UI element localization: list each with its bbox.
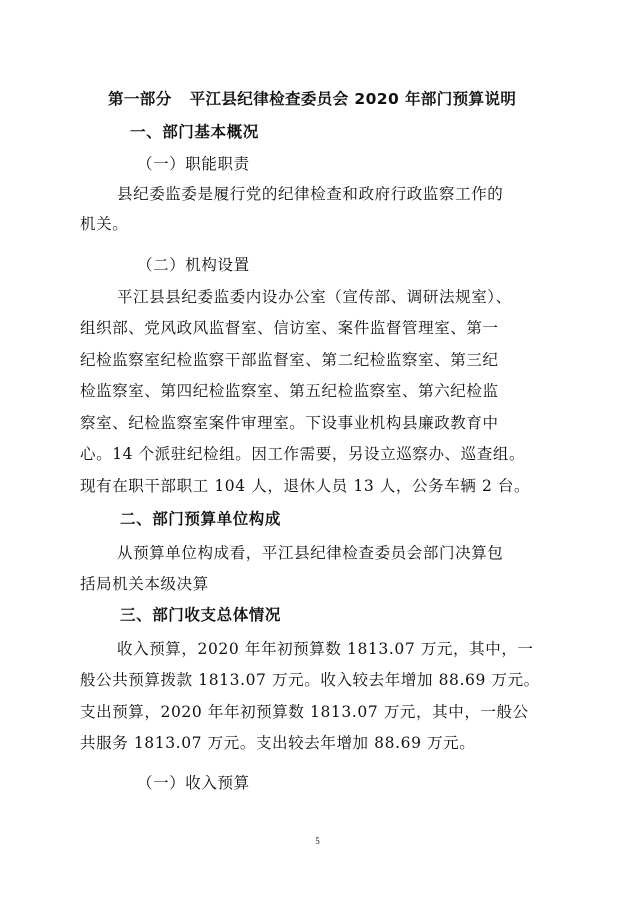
subsection-heading-revenue-budget: （一）收入预算	[137, 774, 250, 792]
section-heading-basic-overview: 一、部门基本概况	[130, 123, 259, 141]
paragraph-line: 心。14 个派驻纪检组。因工作需要，另设立巡察办、巡查组。	[80, 445, 526, 463]
section-heading-overall-revenue-expenditure: 三、部门收支总体情况	[120, 606, 282, 624]
paragraph-line: 般公共预算拨款 1813.07 万元。收入较去年增加 88.69 万元。	[80, 671, 540, 689]
paragraph-line: 组织部、党风政风监督室、信访室、案件监督管理室、第一	[80, 319, 499, 337]
paragraph-line: 平江县县纪委监委内设办公室（宣传部、调研法规室）、	[117, 288, 512, 306]
paragraph-line: 从预算单位构成看，平江县纪律检查委员会部门决算包	[117, 544, 504, 562]
paragraph-line: 县纪委监委是履行党的纪律检查和政府行政监察工作的	[117, 185, 504, 203]
page-number: 5	[315, 836, 320, 846]
title-main: 平江县纪律检查委员会 2020 年部门预算说明	[189, 90, 517, 108]
paragraph-line: 收入预算，2020 年年初预算数 1813.07 万元，其中，一	[117, 640, 534, 658]
subsection-heading-organization: （二）机构设置	[137, 256, 250, 274]
paragraph-line: 括局机关本级决算	[80, 575, 209, 593]
title-part: 第一部分	[108, 90, 172, 108]
paragraph-line: 现有在职干部职工 104 人，退休人员 13 人，公务车辆 2 台。	[80, 477, 531, 495]
paragraph-line: 纪检监察室纪检监察干部监督室、第二纪检监察室、第三纪	[80, 351, 499, 369]
subsection-heading-functions: （一）职能职责	[137, 155, 250, 173]
paragraph-line: 共服务 1813.07 万元。支出较去年增加 88.69 万元。	[80, 734, 476, 752]
section-heading-budget-units: 二、部门预算单位构成	[120, 510, 282, 528]
paragraph-line: 机关。	[80, 215, 129, 233]
paragraph-line: 支出预算，2020 年年初预算数 1813.07 万元，其中，一般公	[80, 703, 529, 721]
paragraph-line: 察室、纪检监察室案件审理室。下设事业机构县廉政教育中	[80, 414, 499, 432]
paragraph-line: 检监察室、第四纪检监察室、第五纪检监察室、第六纪检监	[80, 382, 499, 400]
page-title	[108, 89, 516, 109]
